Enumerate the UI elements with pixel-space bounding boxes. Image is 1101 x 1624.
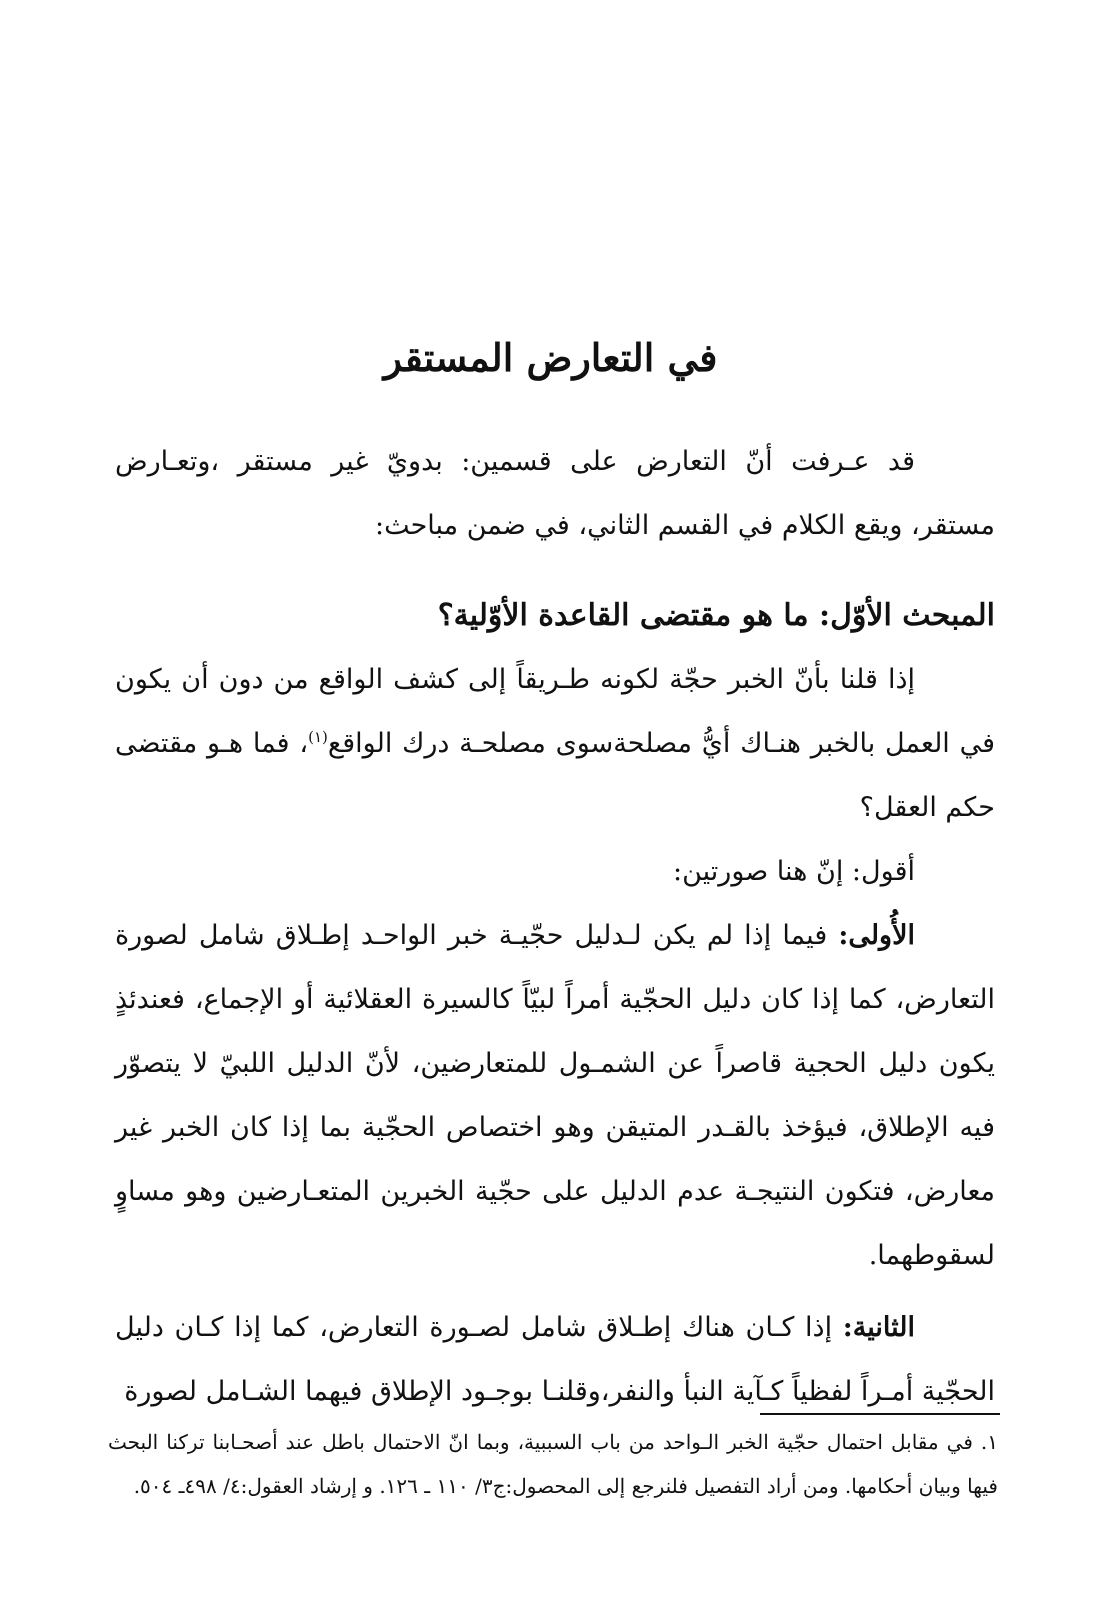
second-case-paragraph — [115, 1296, 995, 1424]
second-case-text: إذا كـان هناك إطـلاق شامل لصـورة التعارض، كما إذا كـان دليل الحجّية أمـراً لفظياً كـآية النبأ والنفر،وقلنـا بوجـود الإطلاق فيهما الشـامل لصورة — [115, 1312, 995, 1407]
footnote-divider — [760, 1413, 1000, 1415]
premise-text: إذا قلنا بأنّ الخبر حجّة لكونه طـريقاً إلى كشف الواقع من دون أن يكون في العمل بالخبر هنـاك أيُّ مصلحةسوى مصلحـة درك الواقع — [115, 664, 995, 759]
first-case-paragraph — [115, 904, 995, 1288]
footnote: ١. في مقابل احتمال حجّية الخبر الـواحد من باب السببية، وبما انّ الاحتمال باطل عند أصحـابنا تركنا البحث فيها وبيان أحكامها. ومن أراد التفصيل فلنرجع إلى المحصول:ج٣/ ١١٠ ـ ١٢٦. و إرشاد العقول:٤/ ٤٩٨ـ ٥٠٤. — [108, 1430, 998, 1498]
statement-paragraph: أقول: إنّ هنا صورتين: — [673, 856, 915, 887]
premise-paragraph — [115, 648, 995, 840]
first-case-label: الأُولى: — [838, 920, 915, 951]
footnote-marker[interactable]: (١) — [308, 728, 328, 746]
first-case-text: فيما إذا لم يكن لـدليل حجّيـة خبر الواحـد إطـلاق شامل لصورة التعارض، كما إذا كان دليل الحجّية أمراً لبيّاً كالسيرة العقلائية أو الإجماع، فعندئذٍ يكون دليل الحجية قاصراً عن الشمـول للمتعارضين، لأنّ الدليل اللبيّ لا يتصوّر فيه الإطلاق، فيؤخذ بالقـدر المتيقن وهو اختصاص الحجّية بما إذا كان الخبر غير معارض، فتكون النتيجـة عدم الدليل على حجّية الخبرين المتعـارضين وهو مساوٍ لسقوطهما. — [115, 920, 995, 1271]
section-heading: المبحث الأوّل: ما هو مقتضى القاعدة الأوّلية؟ — [437, 598, 995, 633]
intro-paragraph: قد عـرفت أنّ التعارض على قسمين: بدويّ غير مستقر ،وتعـارض مستقر، ويقع الكلام في القسم الثاني، في ضمن مباحث: — [115, 446, 995, 541]
premise-question: ، فما هـو مقتضى حكم العقل؟ — [115, 728, 995, 823]
second-case-label: الثانية: — [842, 1312, 916, 1343]
page-title: في التعارض المستقر — [383, 335, 718, 380]
spacer — [115, 1288, 995, 1296]
spacer — [115, 558, 995, 584]
main-text — [115, 430, 995, 1424]
